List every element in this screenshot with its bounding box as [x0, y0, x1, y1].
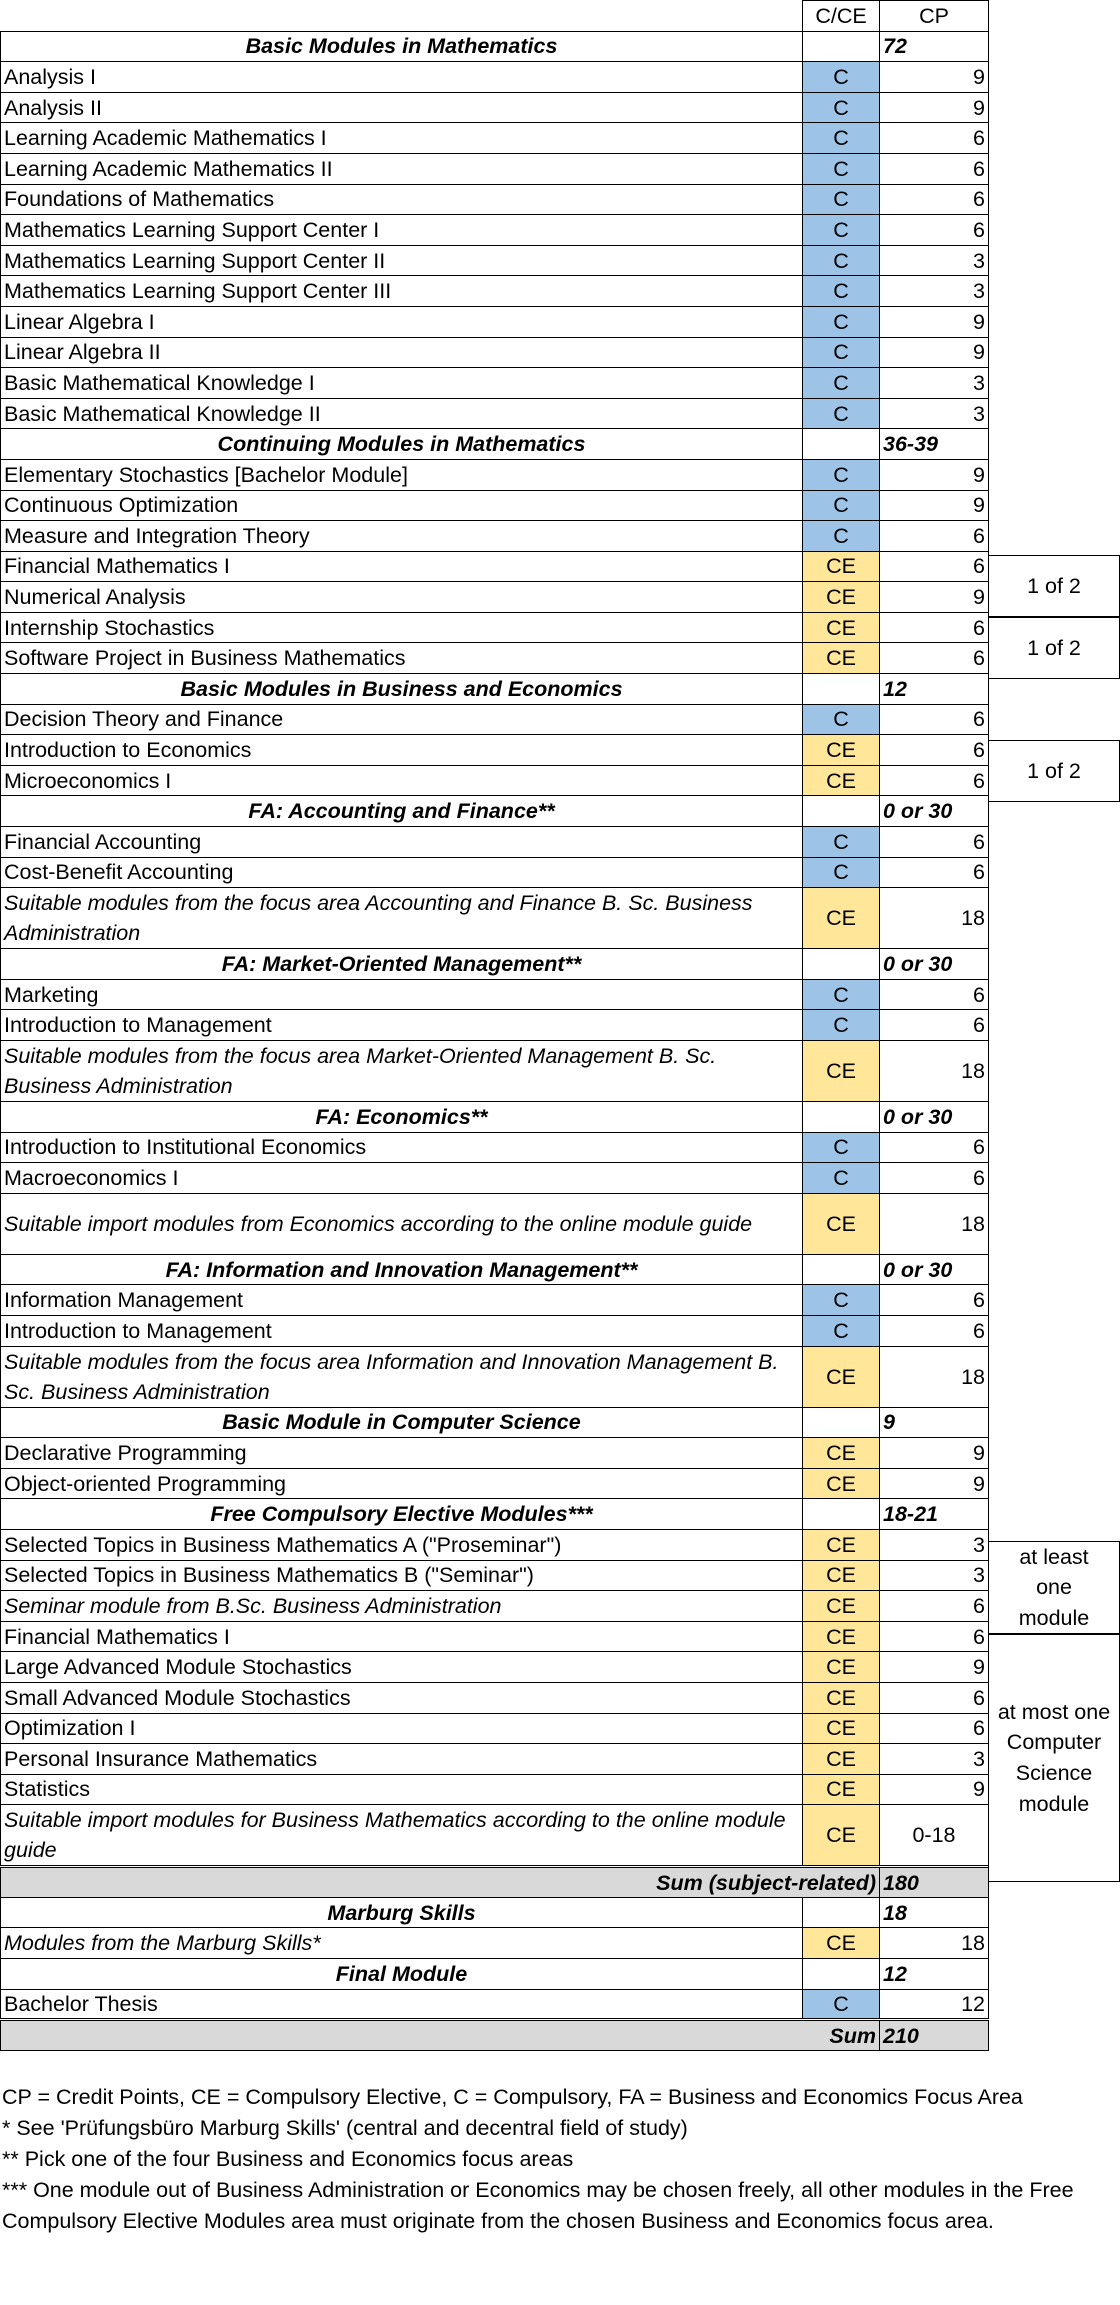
module-credit-points: 6 [880, 1621, 989, 1652]
module-type-badge: C [803, 827, 880, 858]
section-title: FA: Economics** [1, 1102, 803, 1133]
module-row [1, 1041, 989, 1102]
section-type-blank [803, 1102, 880, 1133]
module-row [1, 1438, 989, 1469]
section-title: FA: Information and Innovation Management** [1, 1254, 803, 1285]
module-type-badge: CE [803, 765, 880, 796]
module-type-badge: C [803, 153, 880, 184]
module-credit-points: 6 [880, 521, 989, 552]
module-name: Financial Mathematics I [1, 551, 803, 582]
module-row [1, 1744, 989, 1775]
section-type-blank [803, 1407, 880, 1438]
section-credit-points: 72 [880, 31, 989, 62]
module-name: Macroeconomics I [1, 1163, 803, 1194]
footnote-focus-areas: ** Pick one of the four Business and Economics focus areas [2, 2147, 574, 2171]
module-row [1, 1805, 989, 1867]
module-row [1, 612, 989, 643]
module-type-badge: CE [803, 1652, 880, 1683]
module-row [1, 979, 989, 1010]
section-type-blank [803, 1499, 880, 1530]
module-name: Financial Accounting [1, 827, 803, 858]
module-type-badge: C [803, 245, 880, 276]
section-type-blank [803, 429, 880, 460]
footnote-abbreviations: CP = Credit Points, CE = Compulsory Elective, C = Compulsory, FA = Business and Economics Focus Area [2, 2085, 1023, 2109]
module-type-badge: CE [803, 1560, 880, 1591]
module-row [1, 276, 989, 307]
section-header-row [1, 674, 989, 705]
module-credit-points: 6 [880, 1010, 989, 1041]
sum-value: 180 [880, 1867, 989, 1898]
type-column-header: C/CE [803, 1, 880, 32]
section-type-blank [803, 1959, 880, 1990]
module-row [1, 1132, 989, 1163]
header-blank [1, 1, 803, 32]
module-row [1, 1193, 989, 1254]
module-name: Learning Academic Mathematics II [1, 153, 803, 184]
module-row [1, 123, 989, 154]
module-type-badge: CE [803, 612, 880, 643]
module-type-badge: CE [803, 888, 880, 949]
module-row [1, 1468, 989, 1499]
module-type-badge: CE [803, 551, 880, 582]
section-title: Continuing Modules in Mathematics [1, 429, 803, 460]
module-row [1, 582, 989, 613]
module-row [1, 704, 989, 735]
module-type-badge: C [803, 1163, 880, 1194]
module-name: Numerical Analysis [1, 582, 803, 613]
module-name: Selected Topics in Business Mathematics B ("Seminar") [1, 1560, 803, 1591]
module-name: Cost-Benefit Accounting [1, 857, 803, 888]
module-row [1, 62, 989, 93]
section-header-row [1, 1254, 989, 1285]
module-row [1, 827, 989, 858]
module-row [1, 1529, 989, 1560]
module-name: Personal Insurance Mathematics [1, 1744, 803, 1775]
choice-note-economics: 1 of 2 [988, 740, 1120, 802]
module-type-badge: CE [803, 1193, 880, 1254]
module-row [1, 1928, 989, 1959]
choice-note-internship-software: 1 of 2 [988, 617, 1120, 679]
module-type-badge: CE [803, 1041, 880, 1102]
module-name: Selected Topics in Business Mathematics A ("Proseminar") [1, 1529, 803, 1560]
module-row [1, 1285, 989, 1316]
module-row [1, 1621, 989, 1652]
module-name: Linear Algebra II [1, 337, 803, 368]
module-name: Bachelor Thesis [1, 1989, 803, 2020]
module-name: Mathematics Learning Support Center II [1, 245, 803, 276]
module-type-badge: CE [803, 1713, 880, 1744]
module-row [1, 857, 989, 888]
module-type-badge: CE [803, 1591, 880, 1622]
section-credit-points: 18-21 [880, 1499, 989, 1530]
module-credit-points: 18 [880, 1041, 989, 1102]
module-credit-points: 6 [880, 215, 989, 246]
module-credit-points: 6 [880, 1591, 989, 1622]
section-type-blank [803, 1897, 880, 1928]
module-row [1, 245, 989, 276]
module-credit-points: 9 [880, 582, 989, 613]
module-credit-points: 9 [880, 62, 989, 93]
section-title: Final Module [1, 1959, 803, 1990]
module-credit-points: 12 [880, 1989, 989, 2020]
section-header-row [1, 1407, 989, 1438]
module-name: Continuous Optimization [1, 490, 803, 521]
choice-note-financial-numerical: 1 of 2 [988, 555, 1120, 617]
module-name: Software Project in Business Mathematics [1, 643, 803, 674]
module-credit-points: 3 [880, 276, 989, 307]
module-row [1, 1010, 989, 1041]
module-credit-points: 6 [880, 123, 989, 154]
module-type-badge: CE [803, 1346, 880, 1407]
module-type-badge: C [803, 306, 880, 337]
module-credit-points: 9 [880, 490, 989, 521]
module-type-badge: CE [803, 735, 880, 766]
module-name: Internship Stochastics [1, 612, 803, 643]
module-row [1, 551, 989, 582]
section-title: Basic Modules in Business and Economics [1, 674, 803, 705]
module-credit-points: 6 [880, 735, 989, 766]
module-credit-points: 6 [880, 765, 989, 796]
section-header-row [1, 429, 989, 460]
section-credit-points: 0 or 30 [880, 949, 989, 980]
module-type-badge: C [803, 276, 880, 307]
module-name: Small Advanced Module Stochastics [1, 1682, 803, 1713]
module-row [1, 888, 989, 949]
section-header-row [1, 1499, 989, 1530]
module-credit-points: 9 [880, 1468, 989, 1499]
module-row [1, 459, 989, 490]
module-name: Mathematics Learning Support Center I [1, 215, 803, 246]
module-credit-points: 3 [880, 398, 989, 429]
module-name: Optimization I [1, 1713, 803, 1744]
module-row [1, 1163, 989, 1194]
module-credit-points: 9 [880, 459, 989, 490]
module-row [1, 1989, 989, 2020]
module-type-badge: C [803, 704, 880, 735]
module-credit-points: 18 [880, 1346, 989, 1407]
module-credit-points: 3 [880, 245, 989, 276]
module-type-badge: CE [803, 643, 880, 674]
choice-note-at-least-one: at least one module [988, 1541, 1120, 1634]
module-credit-points: 9 [880, 92, 989, 123]
cp-column-header: CP [880, 1, 989, 32]
module-row [1, 337, 989, 368]
module-type-badge: C [803, 490, 880, 521]
module-type-badge: CE [803, 1744, 880, 1775]
module-type-badge: CE [803, 1438, 880, 1469]
sum-row [1, 2020, 989, 2051]
module-type-badge: CE [803, 1682, 880, 1713]
module-credit-points: 6 [880, 1132, 989, 1163]
module-name: Introduction to Management [1, 1010, 803, 1041]
module-credit-points: 9 [880, 1774, 989, 1805]
module-type-badge: CE [803, 1621, 880, 1652]
section-credit-points: 18 [880, 1897, 989, 1928]
module-type-badge: CE [803, 1529, 880, 1560]
module-credit-points: 6 [880, 1713, 989, 1744]
module-name: Object-oriented Programming [1, 1468, 803, 1499]
module-type-badge: C [803, 215, 880, 246]
module-name: Modules from the Marburg Skills* [1, 1928, 803, 1959]
module-row [1, 1591, 989, 1622]
module-row [1, 1682, 989, 1713]
module-name: Analysis I [1, 62, 803, 93]
module-name: Marketing [1, 979, 803, 1010]
module-name: Large Advanced Module Stochastics [1, 1652, 803, 1683]
section-credit-points: 12 [880, 1959, 989, 1990]
section-header-row [1, 31, 989, 62]
module-credit-points: 6 [880, 1163, 989, 1194]
section-credit-points: 36-39 [880, 429, 989, 460]
module-name: Basic Mathematical Knowledge I [1, 368, 803, 399]
module-row [1, 184, 989, 215]
module-row [1, 368, 989, 399]
module-row [1, 1774, 989, 1805]
module-row [1, 521, 989, 552]
module-credit-points: 6 [880, 704, 989, 735]
module-name: Introduction to Management [1, 1315, 803, 1346]
sum-row [1, 1867, 989, 1898]
section-type-blank [803, 949, 880, 980]
module-credit-points: 6 [880, 1315, 989, 1346]
module-type-badge: CE [803, 1468, 880, 1499]
module-name: Measure and Integration Theory [1, 521, 803, 552]
module-credit-points: 3 [880, 1744, 989, 1775]
module-type-badge: C [803, 979, 880, 1010]
module-row [1, 765, 989, 796]
module-type-badge: C [803, 1989, 880, 2020]
module-credit-points: 6 [880, 827, 989, 858]
module-type-badge: C [803, 459, 880, 490]
sum-label: Sum (subject-related) [1, 1867, 880, 1898]
module-name: Basic Mathematical Knowledge II [1, 398, 803, 429]
footnote-free-elective: *** One module out of Business Administration or Economics may be chosen freely, all other modules in the Free Compulsory Elective Modules area must originate from the chosen Business and Economics focus area. [2, 2178, 1074, 2233]
choice-note-at-most-one: at most one Computer Science module [988, 1634, 1120, 1882]
module-credit-points: 6 [880, 979, 989, 1010]
module-credit-points: 6 [880, 1285, 989, 1316]
module-credit-points: 6 [880, 643, 989, 674]
section-type-blank [803, 1254, 880, 1285]
module-name: Introduction to Institutional Economics [1, 1132, 803, 1163]
module-type-badge: C [803, 1132, 880, 1163]
footnotes [2, 2082, 1112, 2237]
module-credit-points: 6 [880, 184, 989, 215]
module-name: Declarative Programming [1, 1438, 803, 1469]
module-name: Learning Academic Mathematics I [1, 123, 803, 154]
module-name: Suitable import modules from Economics according to the online module guide [1, 1193, 803, 1254]
module-credit-points: 0-18 [880, 1805, 989, 1867]
section-credit-points: 0 or 30 [880, 1254, 989, 1285]
module-credit-points: 18 [880, 1193, 989, 1254]
section-type-blank [803, 796, 880, 827]
module-name: Seminar module from B.Sc. Business Administration [1, 1591, 803, 1622]
module-name: Foundations of Mathematics [1, 184, 803, 215]
module-row [1, 1346, 989, 1407]
module-type-badge: CE [803, 1928, 880, 1959]
module-type-badge: CE [803, 582, 880, 613]
module-credit-points: 6 [880, 857, 989, 888]
module-type-badge: C [803, 1315, 880, 1346]
module-type-badge: C [803, 92, 880, 123]
module-credit-points: 6 [880, 551, 989, 582]
section-title: Free Compulsory Elective Modules*** [1, 1499, 803, 1530]
section-header-row [1, 1102, 989, 1133]
table-header-row [1, 1, 989, 32]
section-title: Basic Modules in Mathematics [1, 31, 803, 62]
module-type-badge: CE [803, 1805, 880, 1867]
module-credit-points: 18 [880, 888, 989, 949]
module-name: Statistics [1, 1774, 803, 1805]
section-header-row [1, 949, 989, 980]
module-name: Introduction to Economics [1, 735, 803, 766]
module-type-badge: C [803, 857, 880, 888]
section-title: FA: Market-Oriented Management** [1, 949, 803, 980]
module-type-badge: C [803, 398, 880, 429]
module-name: Analysis II [1, 92, 803, 123]
module-credit-points: 9 [880, 306, 989, 337]
section-header-row [1, 1897, 989, 1928]
section-type-blank [803, 674, 880, 705]
module-name: Suitable modules from the focus area Information and Innovation Management B. Sc. Business Administration [1, 1346, 803, 1407]
module-row [1, 1713, 989, 1744]
module-type-badge: C [803, 521, 880, 552]
module-row [1, 215, 989, 246]
module-name: Suitable modules from the focus area Market-Oriented Management B. Sc. Business Administration [1, 1041, 803, 1102]
module-name: Suitable modules from the focus area Accounting and Finance B. Sc. Business Administration [1, 888, 803, 949]
module-type-badge: C [803, 123, 880, 154]
module-type-badge: C [803, 1285, 880, 1316]
module-type-badge: C [803, 184, 880, 215]
module-credit-points: 6 [880, 153, 989, 184]
section-title: FA: Accounting and Finance** [1, 796, 803, 827]
module-credit-points: 3 [880, 368, 989, 399]
section-credit-points: 9 [880, 1407, 989, 1438]
module-name: Linear Algebra I [1, 306, 803, 337]
module-row [1, 306, 989, 337]
module-name: Decision Theory and Finance [1, 704, 803, 735]
section-type-blank [803, 31, 880, 62]
module-credit-points: 18 [880, 1928, 989, 1959]
module-type-badge: C [803, 1010, 880, 1041]
module-row [1, 1560, 989, 1591]
module-name: Information Management [1, 1285, 803, 1316]
section-header-row [1, 796, 989, 827]
module-credit-points: 6 [880, 612, 989, 643]
footnote-marburg-skills: * See 'Prüfungsbüro Marburg Skills' (central and decentral field of study) [2, 2116, 688, 2140]
section-credit-points: 0 or 30 [880, 1102, 989, 1133]
module-type-badge: C [803, 368, 880, 399]
module-row [1, 643, 989, 674]
module-name: Suitable import modules for Business Mathematics according to the online module guide [1, 1805, 803, 1867]
module-name: Financial Mathematics I [1, 1621, 803, 1652]
module-credit-points: 3 [880, 1529, 989, 1560]
section-title: Basic Module in Computer Science [1, 1407, 803, 1438]
module-row [1, 490, 989, 521]
module-credit-points: 9 [880, 337, 989, 368]
module-row [1, 92, 989, 123]
module-row [1, 398, 989, 429]
module-row [1, 735, 989, 766]
module-credit-points: 3 [880, 1560, 989, 1591]
section-header-row [1, 1959, 989, 1990]
section-credit-points: 0 or 30 [880, 796, 989, 827]
module-row [1, 153, 989, 184]
module-type-badge: CE [803, 1774, 880, 1805]
module-type-badge: C [803, 337, 880, 368]
module-credit-points: 9 [880, 1652, 989, 1683]
module-name: Mathematics Learning Support Center III [1, 276, 803, 307]
sum-label: Sum [1, 2020, 880, 2051]
section-title: Marburg Skills [1, 1897, 803, 1928]
module-row [1, 1652, 989, 1683]
module-type-badge: C [803, 62, 880, 93]
section-credit-points: 12 [880, 674, 989, 705]
module-credit-points: 6 [880, 1682, 989, 1713]
module-name: Microeconomics I [1, 765, 803, 796]
module-credit-points: 9 [880, 1438, 989, 1469]
module-name: Elementary Stochastics [Bachelor Module] [1, 459, 803, 490]
module-row [1, 1315, 989, 1346]
sum-value: 210 [880, 2020, 989, 2051]
